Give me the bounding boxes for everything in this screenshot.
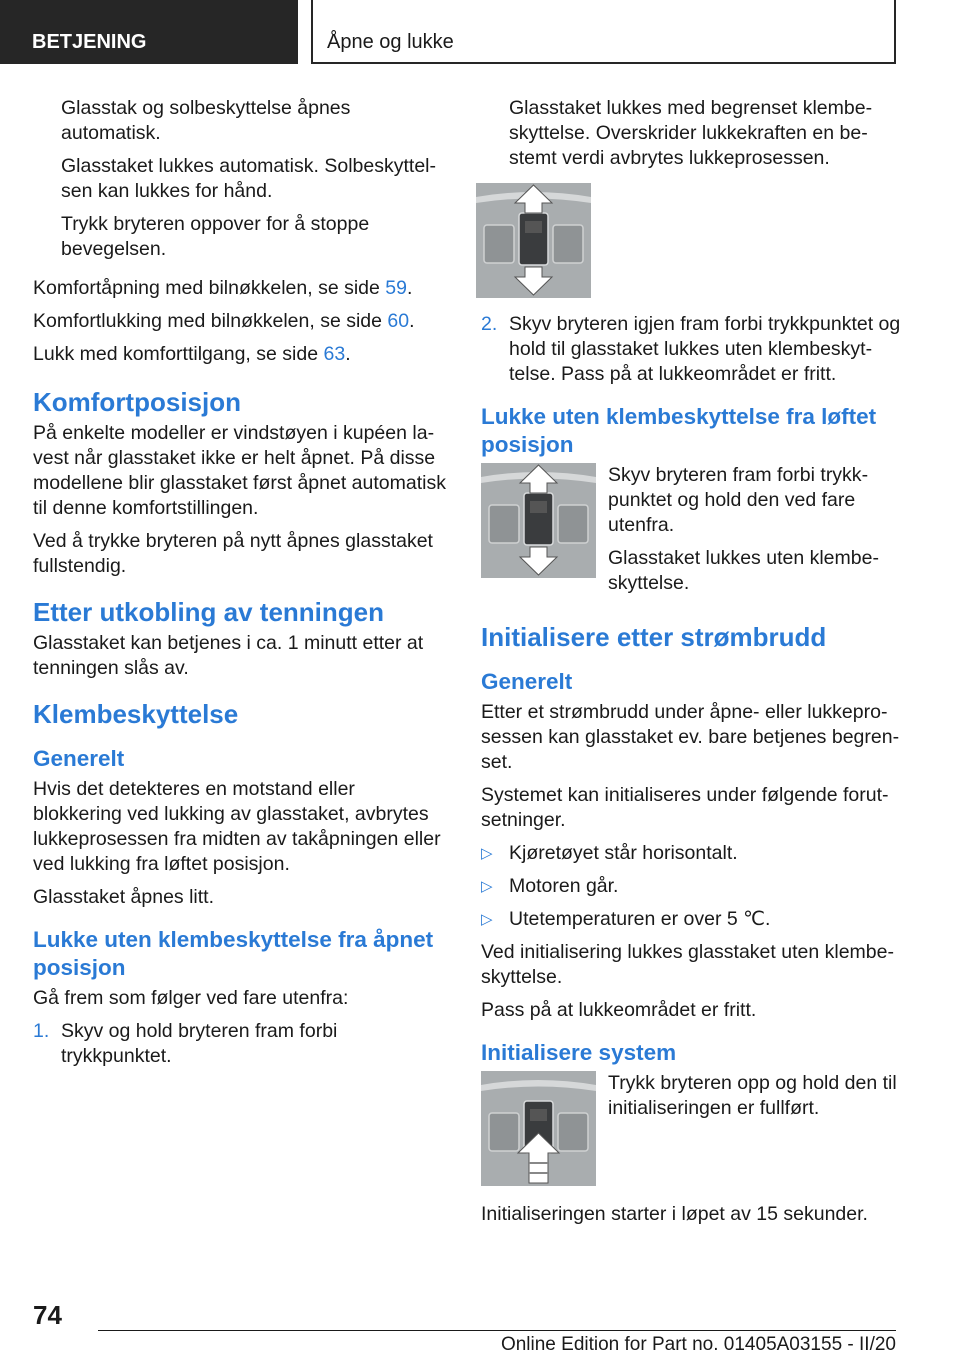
left-column — [33, 96, 448, 1077]
step-number: 1. — [33, 1020, 50, 1042]
switch-figure-both-arrows — [476, 183, 591, 298]
heading-lukke-loftet: Lukke uten klembeskyttelse fra løftet posisjon — [481, 404, 877, 457]
step-number: 2. — [481, 313, 498, 335]
footer-divider — [98, 1330, 896, 1331]
figure-row — [481, 463, 901, 604]
paragraph: Gå frem som følger ved fare utenfra: — [33, 987, 349, 1009]
footer-edition: Online Edition for Part no. 01405A03155 - II/20 — [500, 1334, 896, 1355]
step-text: Skyv og hold bryteren fram forbi trykkpunktet. — [61, 1020, 338, 1067]
roof-switch-icon — [481, 1071, 596, 1186]
roof-switch-icon — [476, 183, 591, 298]
figure-text — [596, 463, 901, 604]
comfort-open-ref: Komfortåpning med bilnøkkelen, se side 59. — [33, 277, 413, 299]
heading-initialisere-strombrudd: Initialisere etter strømbrudd — [481, 622, 827, 652]
heading-generelt: Generelt — [33, 746, 125, 771]
section-tab: BETJENING — [0, 0, 298, 64]
paragraph: Glasstaket åpnes litt. — [33, 886, 215, 908]
paragraph: Trykk bryteren opp og hold den til initialiseringen er fullført. — [608, 1072, 897, 1119]
paragraph: Initialiseringen starter i løpet av 15 sekunder. — [481, 1203, 868, 1225]
comfort-close-ref: Komfortlukking med bilnøkkelen, se side 60. — [33, 310, 415, 332]
paragraph: Ved å trykke bryteren på nytt åpnes glasstaket fullstendig. — [33, 530, 433, 577]
bullet-item: ▷ Utetemperaturen er over 5 ℃. — [481, 908, 771, 930]
bullet-item: ▷ Motoren går. — [481, 875, 619, 897]
paragraph: Systemet kan initialiseres under følgende forutsetninger. — [481, 784, 889, 831]
step-text: Skyv bryteren igjen fram forbi trykkpunktet og hold til glasstaket lukkes uten klembeskyttelse. Pass på at lukkeområdet er fritt. — [509, 313, 901, 385]
bullet-item: ▷ Kjøretøyet står horisontalt. — [481, 842, 738, 864]
heading-lukke-apnet: Lukke uten klembeskyttelse fra åpnet posisjon — [33, 927, 434, 980]
figure-text — [596, 1071, 901, 1186]
triangle-bullet-icon: ▷ — [481, 878, 493, 895]
list-item — [33, 1019, 448, 1069]
triangle-bullet-icon: ▷ — [481, 845, 493, 862]
paragraph: Trykk bryteren oppover for å stoppe bevegelsen. — [61, 213, 370, 260]
paragraph: Etter et strømbrudd under åpne- eller lukkeprosessen kan glasstaket ev. bare betjenes begrenset. — [481, 701, 900, 773]
heading-komfortposisjon: Komfortposisjon — [33, 387, 241, 417]
triangle-bullet-icon: ▷ — [481, 911, 493, 928]
paragraph: Glasstaket lukkes med begrenset klembeskyttelse. Overskrider lukkekraften en bestemt verdi avbrytes lukkeprosessen. — [509, 97, 873, 169]
paragraph: Glasstak og solbeskyttelse åpnes automatisk. — [61, 97, 351, 144]
paragraph: Hvis det detekteres en motstand eller blokkering ved lukking av glasstaket, avbrytes lukkeprosessen fra midten av takåpningen eller ved lukking fra løftet posisjon. — [33, 778, 441, 875]
heading-initialisere-system: Initialisere system — [481, 1040, 677, 1065]
heading-generelt: Generelt — [481, 669, 573, 694]
page-link-59[interactable]: 59 — [385, 277, 407, 299]
switch-figure-forward — [481, 463, 596, 578]
paragraph: Glasstaket lukkes uten klembeskyttelse. — [608, 547, 879, 594]
paragraph: Pass på at lukkeområdet er fritt. — [481, 999, 757, 1021]
list-item — [481, 312, 901, 387]
switch-figure-hold — [481, 1071, 596, 1186]
heading-klembeskyttelse: Klembeskyttelse — [33, 699, 239, 729]
paragraph: Ved initialisering lukkes glasstaket uten klembeskyttelse. — [481, 941, 894, 988]
figure-row — [481, 1071, 901, 1186]
roof-switch-icon — [481, 463, 596, 578]
paragraph: Skyv bryteren fram forbi trykkpunktet og hold den ved fare utenfra. — [608, 464, 869, 536]
paragraph: Glasstaket kan betjenes i ca. 1 minutt etter at tenningen slås av. — [33, 632, 424, 679]
page-link-60[interactable]: 60 — [387, 310, 410, 332]
right-column — [481, 96, 901, 1235]
chapter-title: Åpne og lukke — [311, 0, 896, 64]
page-link-63[interactable]: 63 — [323, 343, 346, 365]
paragraph: På enkelte modeller er vindstøyen i kupéen lavest når glasstaket ikke er helt åpnet. På disse modellene blir glasstaket først åpnet automatisk til denne komfortstillingen. — [33, 422, 446, 519]
heading-etter-utkobling: Etter utkobling av tenningen — [33, 597, 385, 627]
comfort-access-ref: Lukk med komforttilgang, se side 63. — [33, 343, 351, 365]
page-number: 74 — [33, 1300, 62, 1330]
paragraph: Glasstaket lukkes automatisk. Solbeskyttelsen kan lukkes for hånd. — [61, 155, 436, 202]
